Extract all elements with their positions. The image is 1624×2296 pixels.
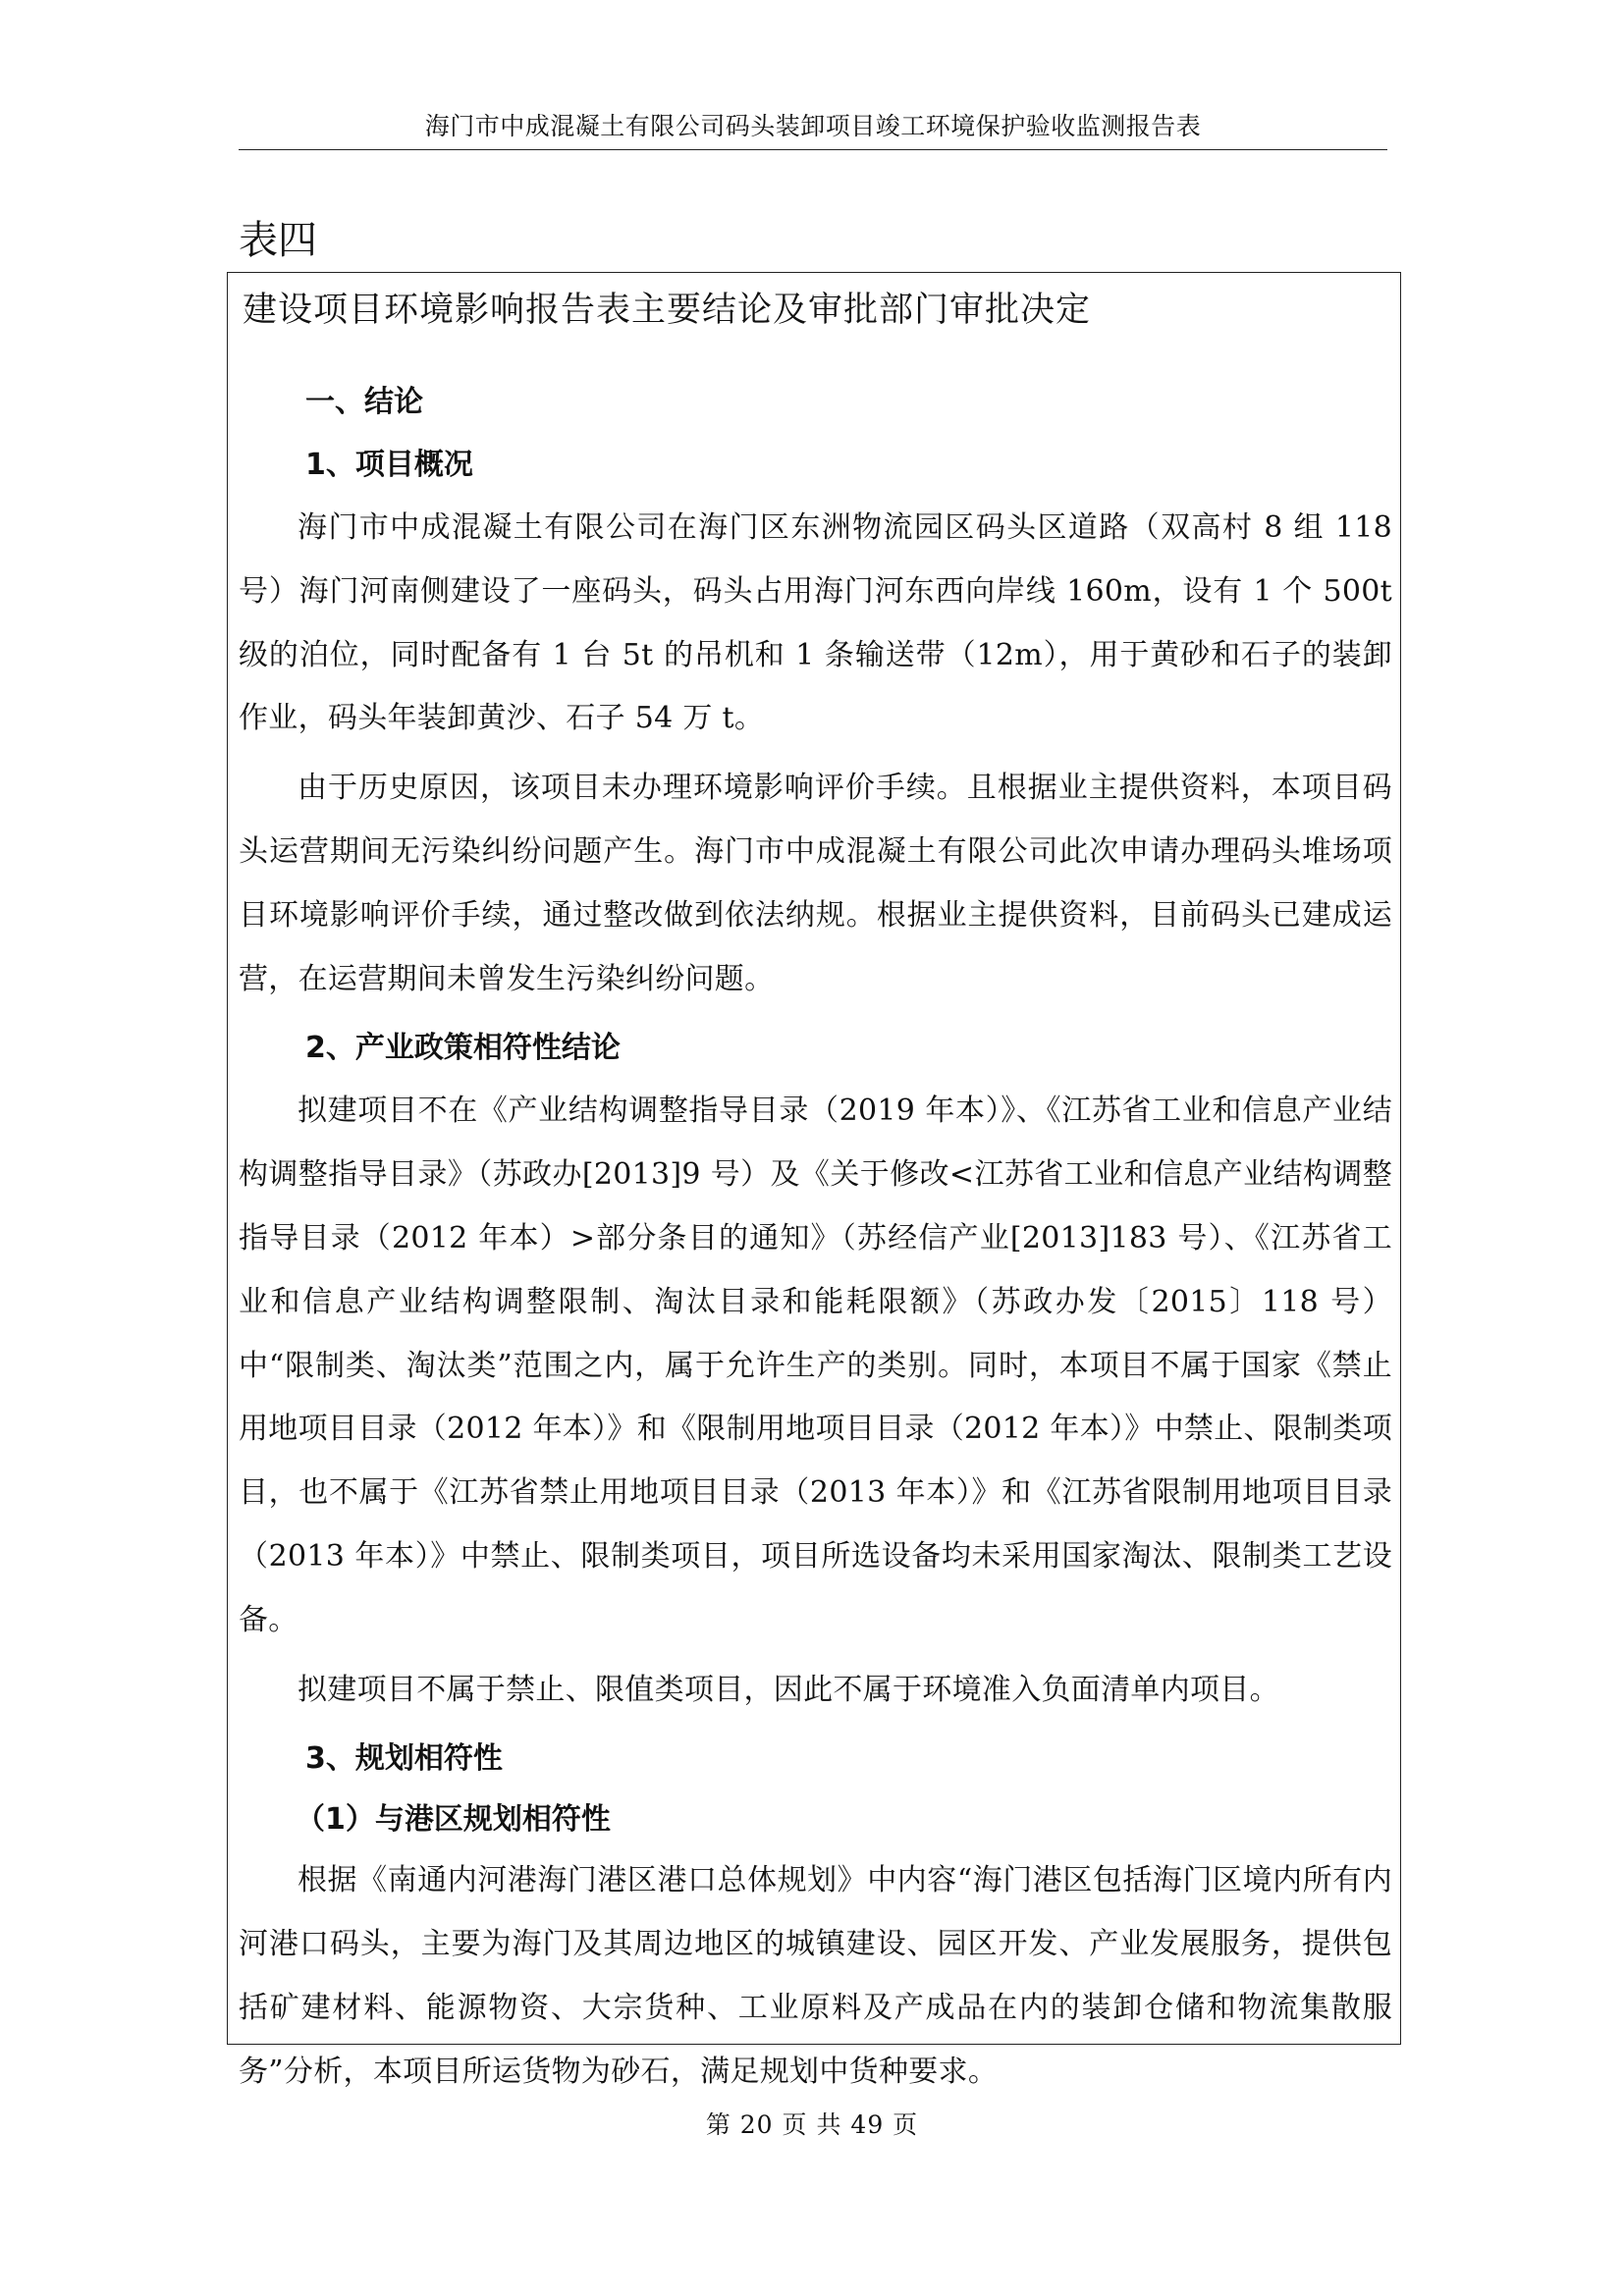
table-label: 表四 <box>239 218 317 263</box>
paragraph-overview-2: 由于历史原因，该项目未办理环境影响评价手续。且根据业主提供资料，本项目码头运营期间无污染纠纷问题产生。海门市中成混凝土有限公司此次申请办理码头堆场项目环境影响评价手续，通过整改做到依法纳规。根据业主提供资料，目前码头已建成运营，在运营期间未曾发生污染纠纷问题。 <box>239 771 1392 996</box>
subsection-heading-industry-policy: 2、产业政策相符性结论 <box>305 1031 621 1066</box>
paragraph-overview-1: 海门市中成混凝土有限公司在海门区东洲物流园区码头区道路（双高村 8 组 118 号）海门河南侧建设了一座码头，码头占用海门河东西向岸线 160m，设有 1 个 500t 级的泊位，同时配备有 1 台 5t 的吊机和 1 条输送带（12m），用于黄砂和石子的装卸作业，码头年装卸黄沙、石子 54 万 t。 <box>239 510 1392 736</box>
subsection-heading-planning: 3、规划相符性 <box>305 1741 503 1777</box>
subsection-heading-overview: 1、项目概况 <box>305 448 473 482</box>
page-header-title: 海门市中成混凝土有限公司码头装卸项目竣工环境保护验收监测报告表 <box>424 112 1202 140</box>
subsection-heading-port-planning: （1）与港区规划相符性 <box>296 1802 611 1838</box>
frame-title: 建设项目环境影响报告表主要结论及审批部门审批决定 <box>243 291 1092 330</box>
paragraph-industry-policy-2: 拟建项目不属于禁止、限值类项目，因此不属于环境准入负面清单内项目。 <box>298 1672 1279 1707</box>
report-body <box>239 371 1392 2110</box>
page-number: 第 20 页 共 49 页 <box>705 2110 919 2139</box>
header-divider <box>239 149 1387 150</box>
paragraph-industry-policy-1: 拟建项目不在《产业结构调整指导目录（2019 年本）》、《江苏省工业和信息产业结构调整指导目录》（苏政办[2013]9 号）及《关于修改<江苏省工业和信息产业结构调整指导目录（2012 年本）>部分条目的通知》（苏经信产业[2013]183 号）、《江苏省工业和信息产业结构调整限制、淘汰目录和能耗限额》（苏政办发〔2015〕118 号）中“限制类、淘汰类”范围之内，属于允许生产的类别。同时，本项目不属于国家《禁止用地项目目录（2012 年本）》和《限制用地项目目录（2012 年本）》中禁止、限制类项目，也不属于《江苏省禁止用地项目目录（2013 年本）》和《江苏省限制用地项目目录（2013 年本）》中禁止、限制类项目，项目所选设备均未采用国家淘汰、限制类工艺设备。 <box>239 1094 1392 1637</box>
section-heading-conclusion: 一、结论 <box>305 385 423 419</box>
paragraph-port-planning: 根据《南通内河港海门港区港口总体规划》中内容“海门港区包括海门区境内所有内河港口码头，主要为海门及其周边地区的城镇建设、园区开发、产业发展服务，提供包括矿建材料、能源物资、大宗货种、工业原料及产成品在内的装卸仓储和物流集散服务”分析，本项目所运货物为砂石，满足规划中货种要求。 <box>239 1863 1392 2089</box>
